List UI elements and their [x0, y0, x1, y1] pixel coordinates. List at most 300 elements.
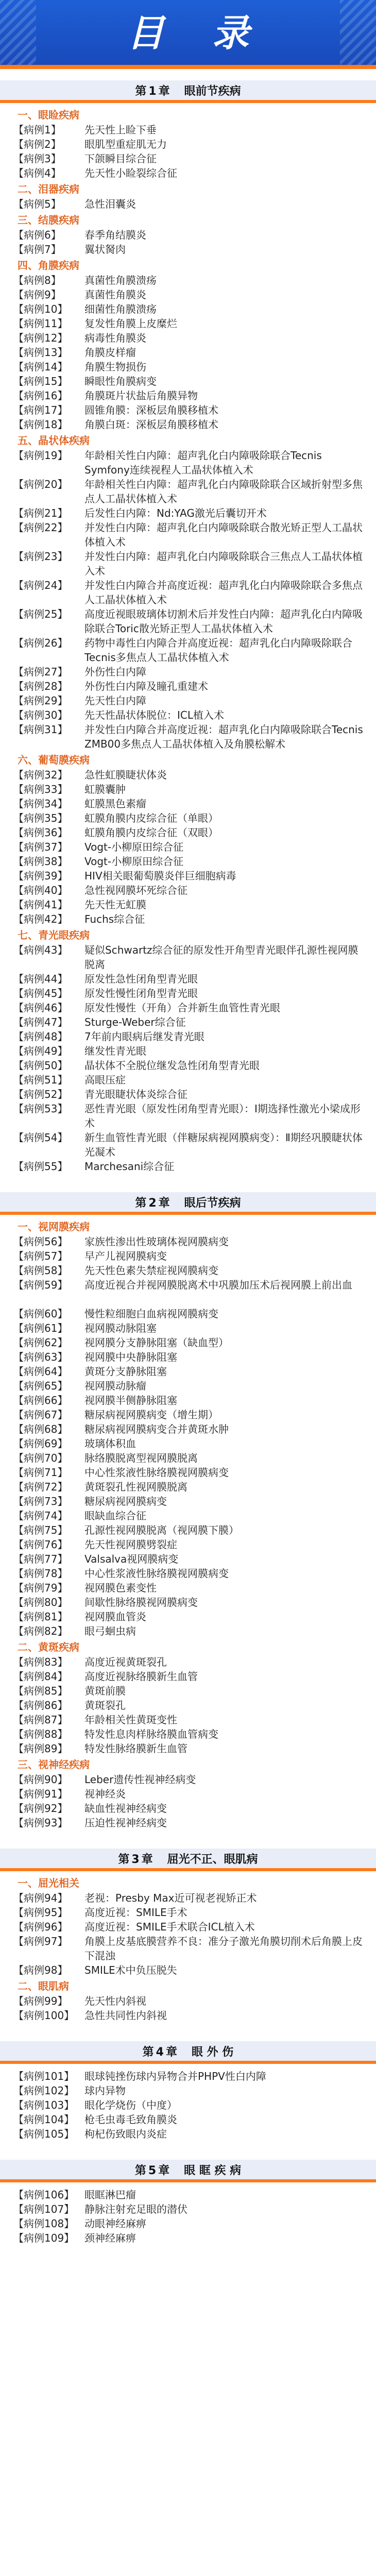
case-title: 视网膜中央静脉阻塞	[84, 1351, 177, 1363]
case-title: 瞬眼性角膜病变	[84, 375, 157, 387]
case-entry[interactable]	[13, 1029, 364, 1044]
case-title: 缺血性视神经病变	[84, 1802, 167, 1815]
case-entry[interactable]	[13, 1669, 364, 1684]
case-title: 继发性青光眼	[84, 1045, 146, 1057]
case-entry[interactable]	[13, 1087, 364, 1101]
case-title: 虹膜黑色素瘤	[84, 798, 146, 810]
case-title: 翼状胬肉	[84, 243, 126, 256]
case-number: 【病例69】	[13, 1437, 68, 1450]
case-entry[interactable]	[13, 854, 364, 869]
case-entry[interactable]	[13, 883, 364, 897]
case-entry[interactable]	[13, 912, 364, 926]
case-number: 【病例103】	[13, 2099, 75, 2111]
case-number: 【病例67】	[13, 1409, 68, 1421]
case-entry[interactable]	[13, 287, 364, 302]
section-heading: 二、泪器疾病	[18, 183, 79, 195]
case-entry[interactable]	[13, 1816, 364, 1830]
case-entry[interactable]	[13, 2188, 364, 2202]
case-number: 【病例84】	[13, 1670, 68, 1683]
case-number: 【病例45】	[13, 987, 68, 999]
case-number: 【病例3】	[13, 152, 61, 165]
case-number: 【病例9】	[13, 289, 61, 301]
case-entry[interactable]	[13, 228, 364, 242]
case-entry[interactable]	[13, 1920, 364, 1934]
case-entry[interactable]	[13, 1787, 364, 1801]
case-title: 晶状体不全脱位继发急性闭角型青光眼	[84, 1059, 260, 1072]
case-entry[interactable]	[13, 1249, 364, 1263]
case-title: 高度近视眼玻璃体切割术后并发性白内障：超声乳化白内障吸除联合Toric散光矫正型人工晶状体植入术	[84, 608, 363, 635]
chapter-number: 第4章	[142, 2046, 179, 2059]
case-number: 【病例89】	[13, 1742, 68, 1755]
case-entry[interactable]	[13, 1741, 364, 1756]
case-title: 眼球钝挫伤球内异物合并PHPV性白内障	[84, 2070, 266, 2082]
case-number: 【病例1】	[13, 124, 61, 136]
case-title: 急性虹膜睫状体炎	[84, 769, 167, 781]
case-title: 眼弓蛔虫病	[84, 1625, 136, 1637]
case-entry[interactable]	[13, 1566, 364, 1581]
case-entry[interactable]	[13, 1159, 364, 1174]
case-entry[interactable]	[13, 2008, 364, 2023]
case-number: 【病例59】	[13, 1279, 68, 1291]
case-title: 真菌性角膜炎	[84, 289, 146, 301]
case-entry[interactable]	[13, 2231, 364, 2245]
case-number: 【病例105】	[13, 2128, 75, 2140]
case-entry[interactable]	[13, 1101, 364, 1130]
case-number: 【病例109】	[13, 2232, 75, 2244]
case-entry[interactable]	[13, 1393, 364, 1408]
case-number: 【病例77】	[13, 1553, 68, 1565]
case-number: 【病例99】	[13, 1995, 68, 2007]
case-title: 家族性渗出性玻璃体视网膜病变	[84, 1235, 229, 1248]
case-title: 静脉注射充足眼的潜伏	[84, 2203, 187, 2215]
case-number: 【病例108】	[13, 2217, 75, 2230]
case-number: 【病例47】	[13, 1016, 68, 1028]
case-number: 【病例46】	[13, 1002, 68, 1014]
chapter-heading	[0, 1853, 376, 1867]
case-entry[interactable]	[13, 151, 364, 166]
case-title: 视网膜动脉瘤	[84, 1380, 146, 1392]
case-title: 7年前内眼病后继发青光眼	[84, 1030, 204, 1043]
case-entry[interactable]	[13, 679, 364, 693]
case-title: 中心性浆液性脉络膜视网膜病变	[84, 1567, 229, 1580]
case-title: 高眼压症	[84, 1074, 126, 1086]
case-entry[interactable]	[13, 1015, 364, 1029]
case-number: 【病例21】	[13, 507, 68, 519]
case-number: 【病例90】	[13, 1773, 68, 1786]
case-entry[interactable]	[13, 1073, 364, 1087]
case-number: 【病例14】	[13, 361, 68, 373]
case-entry[interactable]	[13, 840, 364, 854]
case-entry[interactable]	[13, 477, 364, 506]
case-entry[interactable]	[13, 1001, 364, 1015]
case-title: Vogt-小柳原田综合征	[84, 855, 184, 868]
chapter-title: 屈光不正、眼肌病	[167, 1853, 258, 1866]
case-entry[interactable]	[13, 1994, 364, 2008]
case-number: 【病例60】	[13, 1308, 68, 1320]
case-title: 角膜斑片状盐后角膜异物	[84, 389, 198, 402]
case-title: 枸杞伤致眼内炎症	[84, 2128, 167, 2140]
case-number: 【病例6】	[13, 229, 61, 241]
case-entry[interactable]	[13, 2202, 364, 2216]
case-entry[interactable]	[13, 1364, 364, 1379]
case-number: 【病例79】	[13, 1582, 68, 1594]
case-title: 视网膜分支静脉阻塞（缺血型）	[84, 1336, 229, 1349]
case-title: 视神经炎	[84, 1788, 126, 1800]
case-entry[interactable]	[13, 1436, 364, 1451]
case-entry[interactable]	[13, 316, 364, 331]
case-number: 【病例42】	[13, 913, 68, 925]
case-title: 脉络膜脱离型视网膜脱离	[84, 1452, 198, 1464]
case-number: 【病例18】	[13, 418, 68, 431]
chapter-header-band	[0, 2041, 376, 2064]
case-number: 【病例43】	[13, 944, 68, 956]
case-entry[interactable]	[13, 506, 364, 520]
case-title: 年龄相关性白内障：超声乳化白内障吸除联合Tecnis Symfony连续视程人工晶状体植入术	[84, 449, 322, 476]
case-number: 【病例91】	[13, 1788, 68, 1800]
case-title: 虹膜角膜内皮综合征（双眼）	[84, 826, 218, 839]
chapter-accent-bar	[0, 100, 376, 103]
case-entry[interactable]	[13, 1963, 364, 1977]
case-entry[interactable]	[13, 388, 364, 403]
case-entry[interactable]	[13, 403, 364, 417]
case-number: 【病例37】	[13, 841, 68, 853]
case-title: 新生血管性青光眼（伴糖尿病视网膜病变）：Ⅱ期经巩膜睫状体光凝术	[84, 1131, 363, 1158]
page-header	[0, 0, 376, 69]
case-number: 【病例53】	[13, 1103, 68, 1115]
case-title: 颈神经麻痹	[84, 2232, 136, 2244]
case-entry[interactable]	[13, 1480, 364, 1494]
case-entry[interactable]	[13, 123, 364, 137]
case-number: 【病例48】	[13, 1030, 68, 1043]
case-entry[interactable]	[13, 1624, 364, 1638]
case-title: 球内异物	[84, 2084, 126, 2097]
section-heading: 五、晶状体疾病	[18, 434, 90, 447]
case-number: 【病例11】	[13, 317, 68, 330]
case-entry[interactable]	[13, 1408, 364, 1422]
chapter-title: 眼 外 伤	[191, 2046, 234, 2059]
case-number: 【病例75】	[13, 1524, 68, 1536]
case-entry[interactable]	[13, 520, 364, 549]
case-title: 先天性白内障	[84, 694, 146, 707]
case-title: 间歇性脉络膜视网膜病变	[84, 1596, 198, 1608]
case-number: 【病例56】	[13, 1235, 68, 1248]
case-title: 视网膜动脉阻塞	[84, 1322, 157, 1334]
case-number: 【病例44】	[13, 973, 68, 985]
case-number: 【病例97】	[13, 1935, 68, 1947]
case-number: 【病例81】	[13, 1611, 68, 1623]
case-entry[interactable]	[13, 137, 364, 151]
case-number: 【病例102】	[13, 2084, 75, 2097]
case-entry[interactable]	[13, 1801, 364, 1816]
case-entry[interactable]	[13, 2112, 364, 2127]
case-number: 【病例4】	[13, 167, 61, 179]
case-entry[interactable]	[13, 1509, 364, 1523]
case-title: 后发性白内障：Nd:YAG激光后囊切开术	[84, 507, 267, 519]
case-title: 急性视网膜坏死综合征	[84, 884, 187, 896]
case-title: 特发性脉络膜新生血管	[84, 1742, 187, 1755]
chapter-number: 第1章	[135, 85, 172, 98]
case-title: 下颌瞬目综合征	[84, 152, 157, 165]
case-entry[interactable]	[13, 1130, 364, 1159]
case-entry[interactable]	[13, 825, 364, 840]
case-number: 【病例101】	[13, 2070, 75, 2082]
case-entry[interactable]	[13, 1321, 364, 1335]
case-title: Sturge-Weber综合征	[84, 1016, 186, 1028]
case-title: 特发性息肉样脉络膜血管病变	[84, 1728, 218, 1740]
case-title: 先天性小睑裂综合征	[84, 167, 177, 179]
case-title: 真菌性角膜溃疡	[84, 274, 157, 286]
case-title: 急性共同性内斜视	[84, 2009, 167, 2022]
case-title: 先天性晶状体脱位：ICL植入术	[84, 709, 225, 721]
case-number: 【病例16】	[13, 389, 68, 402]
case-title: 虹膜角膜内皮综合征（单眼）	[84, 812, 218, 824]
chapter-heading	[0, 2045, 376, 2060]
case-title: 先天性视网膜劈裂症	[84, 1538, 177, 1551]
case-number: 【病例36】	[13, 826, 68, 839]
case-entry[interactable]	[13, 197, 364, 211]
case-title: 眼缺血综合征	[84, 1510, 146, 1522]
section-heading: 二、黄斑疾病	[18, 1641, 79, 1653]
case-entry[interactable]	[13, 166, 364, 180]
case-entry[interactable]	[13, 782, 364, 796]
case-number: 【病例19】	[13, 449, 68, 462]
case-entry[interactable]	[13, 1609, 364, 1624]
case-title: Leber遗传性视神经病变	[84, 1773, 196, 1786]
case-number: 【病例98】	[13, 1964, 68, 1976]
case-entry[interactable]	[13, 1891, 364, 1905]
case-title: 细菌性角膜溃疡	[84, 303, 157, 315]
case-entry[interactable]	[13, 1698, 364, 1713]
case-entry[interactable]	[13, 768, 364, 782]
case-number: 【病例70】	[13, 1452, 68, 1464]
case-entry[interactable]	[13, 1307, 364, 1321]
case-entry[interactable]	[13, 1713, 364, 1727]
case-number: 【病例10】	[13, 303, 68, 315]
case-entry[interactable]	[13, 1523, 364, 1537]
case-entry[interactable]	[13, 1684, 364, 1698]
case-number: 【病例65】	[13, 1380, 68, 1392]
case-title: 药物中毒性白内障合并高度近视：超声乳化白内障吸除联合Tecnis多焦点人工晶状体植入术	[84, 637, 352, 664]
case-entry[interactable]	[13, 1058, 364, 1073]
section-heading: 一、眼睑疾病	[18, 109, 79, 121]
case-entry[interactable]	[13, 1335, 364, 1350]
case-title: 视网膜半侧静脉阻塞	[84, 1394, 177, 1406]
case-number: 【病例94】	[13, 1892, 68, 1904]
case-number: 【病例49】	[13, 1045, 68, 1057]
section-heading: 七、青光眼疾病	[18, 929, 90, 941]
page-title: 目 录	[127, 11, 267, 55]
case-entry[interactable]	[13, 2216, 364, 2231]
case-title: 病毒性角膜炎	[84, 332, 146, 344]
case-number: 【病例66】	[13, 1394, 68, 1406]
case-number: 【病例87】	[13, 1714, 68, 1726]
case-number: 【病例8】	[13, 274, 61, 286]
case-entry[interactable]	[13, 578, 364, 607]
case-title: Vogt-小柳原田综合征	[84, 841, 184, 853]
case-title: 黄斑裂孔	[84, 1699, 126, 1711]
case-number: 【病例33】	[13, 783, 68, 795]
case-entry[interactable]	[13, 2083, 364, 2098]
case-entry[interactable]	[13, 665, 364, 679]
case-entry[interactable]	[13, 1595, 364, 1609]
case-number: 【病例5】	[13, 198, 61, 210]
case-number: 【病例20】	[13, 478, 68, 490]
chapter-header-band	[0, 1192, 376, 1215]
chapter-number: 第3章	[118, 1853, 155, 1866]
case-number: 【病例71】	[13, 1466, 68, 1479]
case-number: 【病例64】	[13, 1365, 68, 1378]
case-entry[interactable]	[13, 1727, 364, 1741]
case-number: 【病例31】	[13, 723, 68, 736]
case-title: 急性泪囊炎	[84, 198, 136, 210]
chapter-title: 眼后节疾病	[184, 1197, 241, 1210]
case-entry[interactable]	[13, 448, 364, 477]
case-number: 【病例76】	[13, 1538, 68, 1551]
case-entry[interactable]	[13, 1379, 364, 1393]
case-number: 【病例28】	[13, 680, 68, 692]
case-entry[interactable]	[13, 1655, 364, 1669]
chapter-accent-bar	[0, 2179, 376, 2182]
case-number: 【病例12】	[13, 332, 68, 344]
case-title: 疑似Schwartz综合征的原发性开角型青光眼伴孔源性视网膜脱离	[84, 944, 358, 971]
case-entry[interactable]	[13, 943, 364, 972]
case-title: 黄斑裂孔性视网膜脱离	[84, 1481, 187, 1493]
case-number: 【病例86】	[13, 1699, 68, 1711]
case-entry[interactable]	[13, 607, 364, 636]
case-number: 【病例55】	[13, 1160, 68, 1173]
case-entry[interactable]	[13, 1044, 364, 1058]
case-number: 【病例57】	[13, 1250, 68, 1262]
case-entry[interactable]	[13, 1350, 364, 1364]
case-number: 【病例62】	[13, 1336, 68, 1349]
case-entry[interactable]	[13, 869, 364, 883]
case-entry[interactable]	[13, 345, 364, 360]
case-title: Fuchs综合征	[84, 913, 145, 925]
case-title: 视网膜色素变性	[84, 1582, 157, 1594]
case-entry[interactable]	[13, 1537, 364, 1552]
case-entry[interactable]	[13, 693, 364, 708]
chapter-heading	[0, 1196, 376, 1211]
case-entry[interactable]	[13, 360, 364, 374]
case-entry[interactable]	[13, 242, 364, 257]
case-entry[interactable]	[13, 1905, 364, 1920]
case-number: 【病例41】	[13, 899, 68, 911]
case-entry[interactable]	[13, 1934, 364, 1963]
case-number: 【病例93】	[13, 1817, 68, 1829]
case-entry[interactable]	[13, 1772, 364, 1787]
case-number: 【病例7】	[13, 243, 61, 256]
case-entry[interactable]	[13, 2098, 364, 2112]
chapter-header-band	[0, 2160, 376, 2182]
case-entry[interactable]	[13, 1465, 364, 1480]
case-title: 恶性青光眼（原发性闭角型青光眼）：Ⅰ期选择性激光小梁成形术	[84, 1103, 361, 1129]
section-heading: 四、角膜疾病	[18, 259, 79, 272]
case-entry[interactable]	[13, 1278, 364, 1307]
case-entry[interactable]	[13, 1494, 364, 1509]
case-title: 中心性浆液性脉络膜视网膜病变	[84, 1466, 229, 1479]
section-heading: 六、葡萄膜疾病	[18, 754, 90, 766]
case-entry[interactable]	[13, 986, 364, 1001]
case-number: 【病例22】	[13, 521, 68, 534]
case-number: 【病例30】	[13, 709, 68, 721]
case-number: 【病例92】	[13, 1802, 68, 1815]
case-entry[interactable]	[13, 972, 364, 986]
case-title: 角膜皮样瘤	[84, 346, 136, 359]
case-title: 高度近视：SMILE手术联合ICL植入术	[84, 1921, 255, 1933]
case-title: 原发性慢性闭角型青光眼	[84, 987, 198, 999]
chapter-heading	[0, 2164, 376, 2178]
case-title: 压迫性视神经病变	[84, 1817, 167, 1829]
case-number: 【病例80】	[13, 1596, 68, 1608]
case-entry[interactable]	[13, 302, 364, 316]
case-number: 【病例61】	[13, 1322, 68, 1334]
case-title: 并发性白内障合并高度近视：超声乳化白内障吸除联合Tecnis ZMB00多焦点人工晶状体植入及角膜松解术	[84, 723, 363, 750]
case-title: 早产儿视网膜病变	[84, 1250, 167, 1262]
case-number: 【病例85】	[13, 1685, 68, 1697]
case-entry[interactable]	[13, 1234, 364, 1249]
case-entry[interactable]	[13, 374, 364, 388]
case-entry[interactable]	[13, 2069, 364, 2083]
case-title: 高度近视：SMILE手术	[84, 1906, 187, 1919]
case-entry[interactable]	[13, 1422, 364, 1436]
case-entry[interactable]	[13, 708, 364, 722]
case-entry[interactable]	[13, 811, 364, 825]
case-entry[interactable]	[13, 722, 364, 751]
case-number: 【病例74】	[13, 1510, 68, 1522]
case-entry[interactable]	[13, 331, 364, 345]
case-title: 高度近视合并视网膜脱离术中巩膜加压术后视网膜上前出血	[84, 1279, 352, 1291]
case-title: 虹膜囊肿	[84, 783, 126, 795]
case-entry[interactable]	[13, 897, 364, 912]
chapter-heading	[0, 84, 376, 99]
case-entry[interactable]	[13, 1552, 364, 1566]
case-title: 高度近视脉络膜新生血管	[84, 1670, 198, 1683]
header-accent-bar	[0, 65, 376, 69]
chapter-accent-bar	[0, 1212, 376, 1215]
chapter-title: 眼 眶 疾 病	[184, 2164, 242, 2177]
case-entry[interactable]	[13, 636, 364, 665]
section-heading: 二、眼肌病	[18, 1980, 69, 1992]
case-title: 黄斑分支静脉阻塞	[84, 1365, 167, 1378]
case-number: 【病例72】	[13, 1481, 68, 1493]
case-number: 【病例63】	[13, 1351, 68, 1363]
case-entry[interactable]	[13, 1451, 364, 1465]
case-number: 【病例58】	[13, 1264, 68, 1277]
case-number: 【病例52】	[13, 1088, 68, 1100]
case-entry[interactable]	[13, 1581, 364, 1595]
case-entry[interactable]	[13, 796, 364, 811]
case-entry[interactable]	[13, 549, 364, 578]
case-title: SMILE术中负压脱失	[84, 1964, 177, 1976]
case-number: 【病例106】	[13, 2189, 75, 2201]
case-title: 孔源性视网膜脱离（视网膜下膜）	[84, 1524, 239, 1536]
case-number: 【病例26】	[13, 637, 68, 649]
case-title: 春季角结膜炎	[84, 229, 146, 241]
case-entry[interactable]	[13, 2127, 364, 2141]
case-entry[interactable]	[13, 417, 364, 432]
case-title: 年龄相关性白内障：超声乳化白内障吸除联合区域折射型多焦点人工晶状体植入术	[84, 478, 363, 505]
case-entry[interactable]	[13, 1263, 364, 1278]
case-entry[interactable]	[13, 273, 364, 287]
case-title: 先天性色素失禁症视网膜病变	[84, 1264, 218, 1277]
case-title: 玻璃体积血	[84, 1437, 136, 1450]
case-title: 高度近视黄斑裂孔	[84, 1656, 167, 1668]
case-number: 【病例34】	[13, 798, 68, 810]
case-number: 【病例24】	[13, 579, 68, 591]
case-title: 黄斑前膜	[84, 1685, 126, 1697]
case-number: 【病例54】	[13, 1131, 68, 1144]
case-number: 【病例17】	[13, 404, 68, 416]
